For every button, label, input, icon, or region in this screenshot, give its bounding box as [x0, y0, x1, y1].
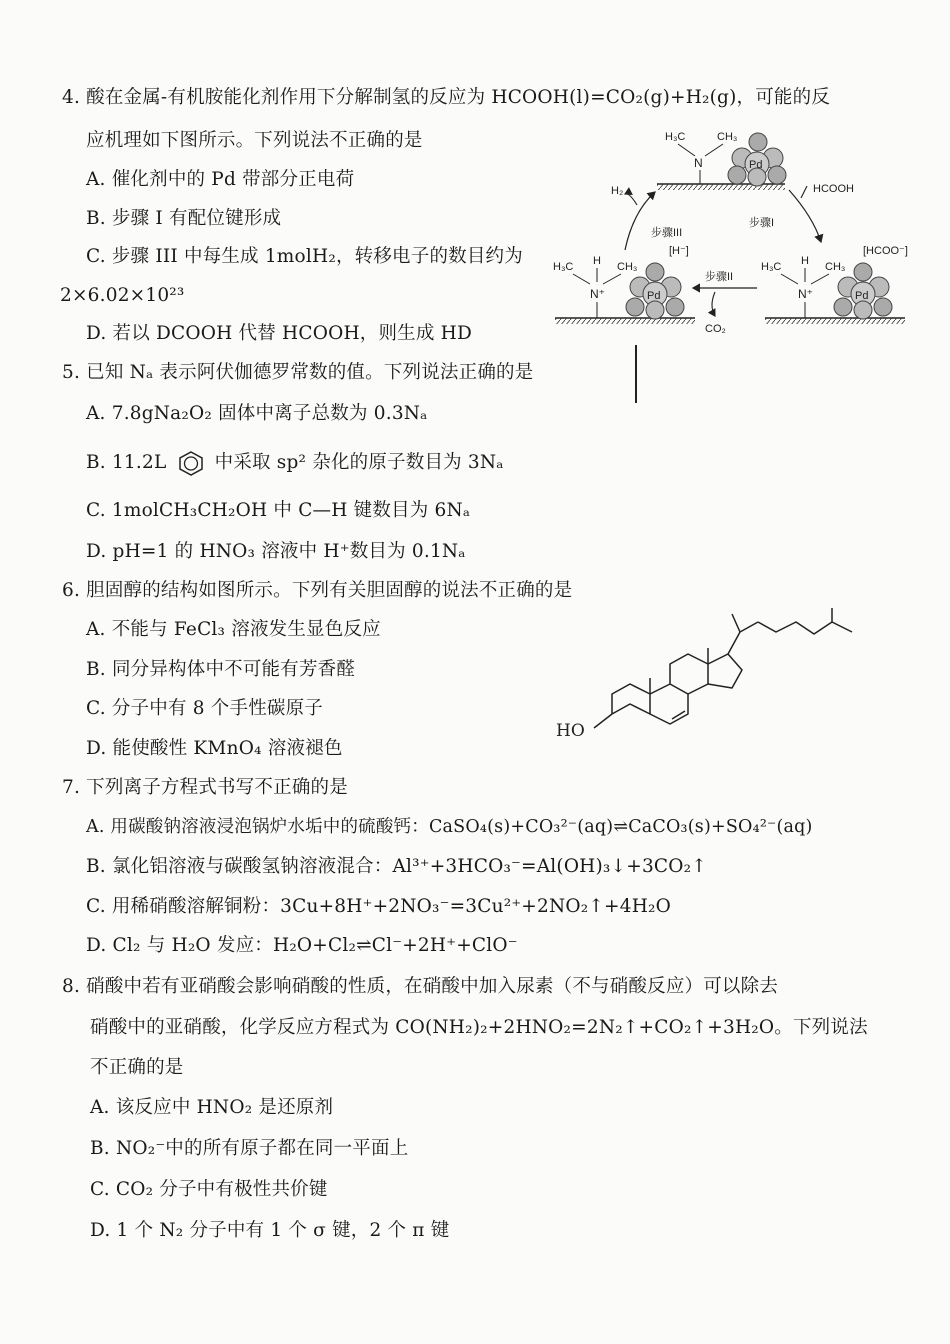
q4-option-a: A. 催化剂中的 Pd 带部分正电荷	[86, 169, 355, 190]
q4-option-d: D. 若以 DCOOH 代替 HCOOH，则生成 HD	[86, 323, 473, 344]
q6-stem: 6. 胆固醇的结构如图所示。下列有关胆固醇的说法不正确的是	[62, 580, 573, 601]
right-ch3-label: CH₃	[825, 261, 846, 273]
q8-stem-line2: 硝酸中的亚硝酸，化学反应方程式为 CO(NH₂)₂+2HNO₂=2N₂↑+CO₂↑+3H₂O。下列说法	[90, 1017, 868, 1038]
step1-arrow	[789, 190, 821, 242]
q6-option-a: A. 不能与 FeCl₃ 溶液发生显色反应	[86, 619, 381, 640]
q6-option-b: B. 同分异构体中不可能有芳香醛	[86, 659, 356, 680]
hydroxyl-label: HO	[556, 721, 585, 741]
q4-stem-line2: 应机理如下图所示。下列说法不正确的是	[86, 130, 423, 151]
top-ch3-label: CH₃	[717, 131, 738, 143]
top-pd-label: Pd	[749, 159, 763, 171]
right-n-plus-label: N⁺	[798, 287, 813, 301]
q7-option-c: C. 用稀硝酸溶解铜粉：3Cu+8H⁺+2NO₃⁻=3Cu²⁺+2NO₂↑+4H₂O	[86, 896, 672, 917]
right-h-label: H	[801, 255, 809, 267]
benzene-ring-icon	[176, 450, 206, 476]
hcooh-label: HCOOH	[813, 183, 854, 195]
q5-option-b-suffix: 中采取 sp² 杂化的原子数目为 3Nₐ	[214, 452, 504, 473]
q7-stem: 7. 下列离子方程式书写不正确的是	[62, 777, 348, 798]
right-catalyst-surface	[765, 318, 905, 324]
left-n-plus-label: N⁺	[590, 287, 605, 301]
right-pd-label: Pd	[855, 290, 869, 302]
q5-stem: 5. 已知 Nₐ 表示阿伏伽德罗常数的值。下列说法正确的是	[62, 362, 534, 383]
h2-release-arrow	[625, 194, 637, 205]
step1-label: 步骤I	[749, 217, 775, 229]
q7-option-b: B. 氯化铝溶液与碳酸氢钠溶液混合：Al³⁺+3HCO₃⁻=Al(OH)₃↓+3CO₂↑	[86, 856, 707, 877]
q5-option-b-prefix: B. 11.2L	[86, 452, 167, 473]
q8-stem-line3: 不正确的是	[90, 1057, 184, 1078]
co2-label: CO₂	[705, 323, 726, 335]
q8-option-d: D. 1 个 N₂ 分子中有 1 个 σ 键，2 个 π 键	[90, 1220, 450, 1241]
q7-option-a: A. 用碳酸钠溶液浸泡锅炉水垢中的硫酸钙：CaSO₄(s)+CO₃²⁻(aq)⇌CaCO₃(s)+SO₄²⁻(aq)	[86, 817, 813, 837]
hcooh-entry-line	[801, 186, 807, 198]
hydride-label: [H⁻]	[669, 245, 689, 257]
q4-option-b: B. 步骤 I 有配位键形成	[86, 208, 282, 229]
q6-option-c: C. 分子中有 8 个手性碳原子	[86, 698, 323, 719]
q5-option-b	[86, 450, 504, 476]
q8-option-a: A. 该反应中 HNO₂ 是还原剂	[90, 1097, 334, 1118]
q8-stem-line1: 8. 硝酸中若有亚硝酸会影响硝酸的性质，在硝酸中加入尿素（不与硝酸反应）可以除去	[62, 976, 779, 997]
q4-mechanism-diagram	[545, 122, 915, 340]
q6-option-d: D. 能使酸性 KMnO₄ 溶液褪色	[86, 738, 343, 759]
vertical-mark	[635, 345, 637, 403]
q4-option-c-cont: 2×6.02×10²³	[60, 285, 185, 306]
q8-option-b: B. NO₂⁻中的所有原子都在同一平面上	[90, 1138, 409, 1159]
left-h3c-label: H₃C	[553, 261, 574, 273]
top-n-label: N	[694, 156, 703, 170]
formate-label: [HCOO⁻]	[863, 245, 908, 257]
top-catalyst-surface	[657, 184, 785, 190]
q7-option-d: D. Cl₂ 与 H₂O 发应：H₂O+Cl₂⇌Cl⁻+2H⁺+ClO⁻	[86, 935, 518, 956]
q5-option-c: C. 1molCH₃CH₂OH 中 C—H 键数目为 6Nₐ	[86, 500, 471, 521]
left-pd-label: Pd	[647, 290, 661, 302]
q8-option-c: C. CO₂ 分子中有极性共价键	[90, 1179, 328, 1200]
top-h3c-label: H₃C	[665, 131, 686, 143]
q4-option-c: C. 步骤 III 中每生成 1molH₂，转移电子的数目约为	[86, 246, 523, 267]
q4-stem-line1: 4. 酸在金属-有机胺能化剂作用下分解制氢的反应为 HCOOH(l)=CO₂(g)+H₂(g)，可能的反	[62, 87, 831, 108]
step3-label: 步骤III	[651, 227, 683, 239]
co2-release-arrow	[712, 292, 715, 316]
step3-arrow	[625, 192, 655, 250]
q5-option-d: D. pH=1 的 HNO₃ 溶液中 H⁺数目为 0.1Nₐ	[86, 541, 466, 562]
h2-label: H₂	[611, 185, 624, 197]
left-h-label: H	[593, 255, 601, 267]
left-catalyst-surface	[555, 318, 695, 324]
q5-option-a: A. 7.8gNa₂O₂ 固体中离子总数为 0.3Nₐ	[86, 403, 428, 424]
cholesterol-structure-diagram	[550, 608, 880, 753]
step2-label: 步骤II	[705, 271, 734, 283]
right-h3c-label: H₃C	[761, 261, 782, 273]
left-ch3-label: CH₃	[617, 261, 638, 273]
